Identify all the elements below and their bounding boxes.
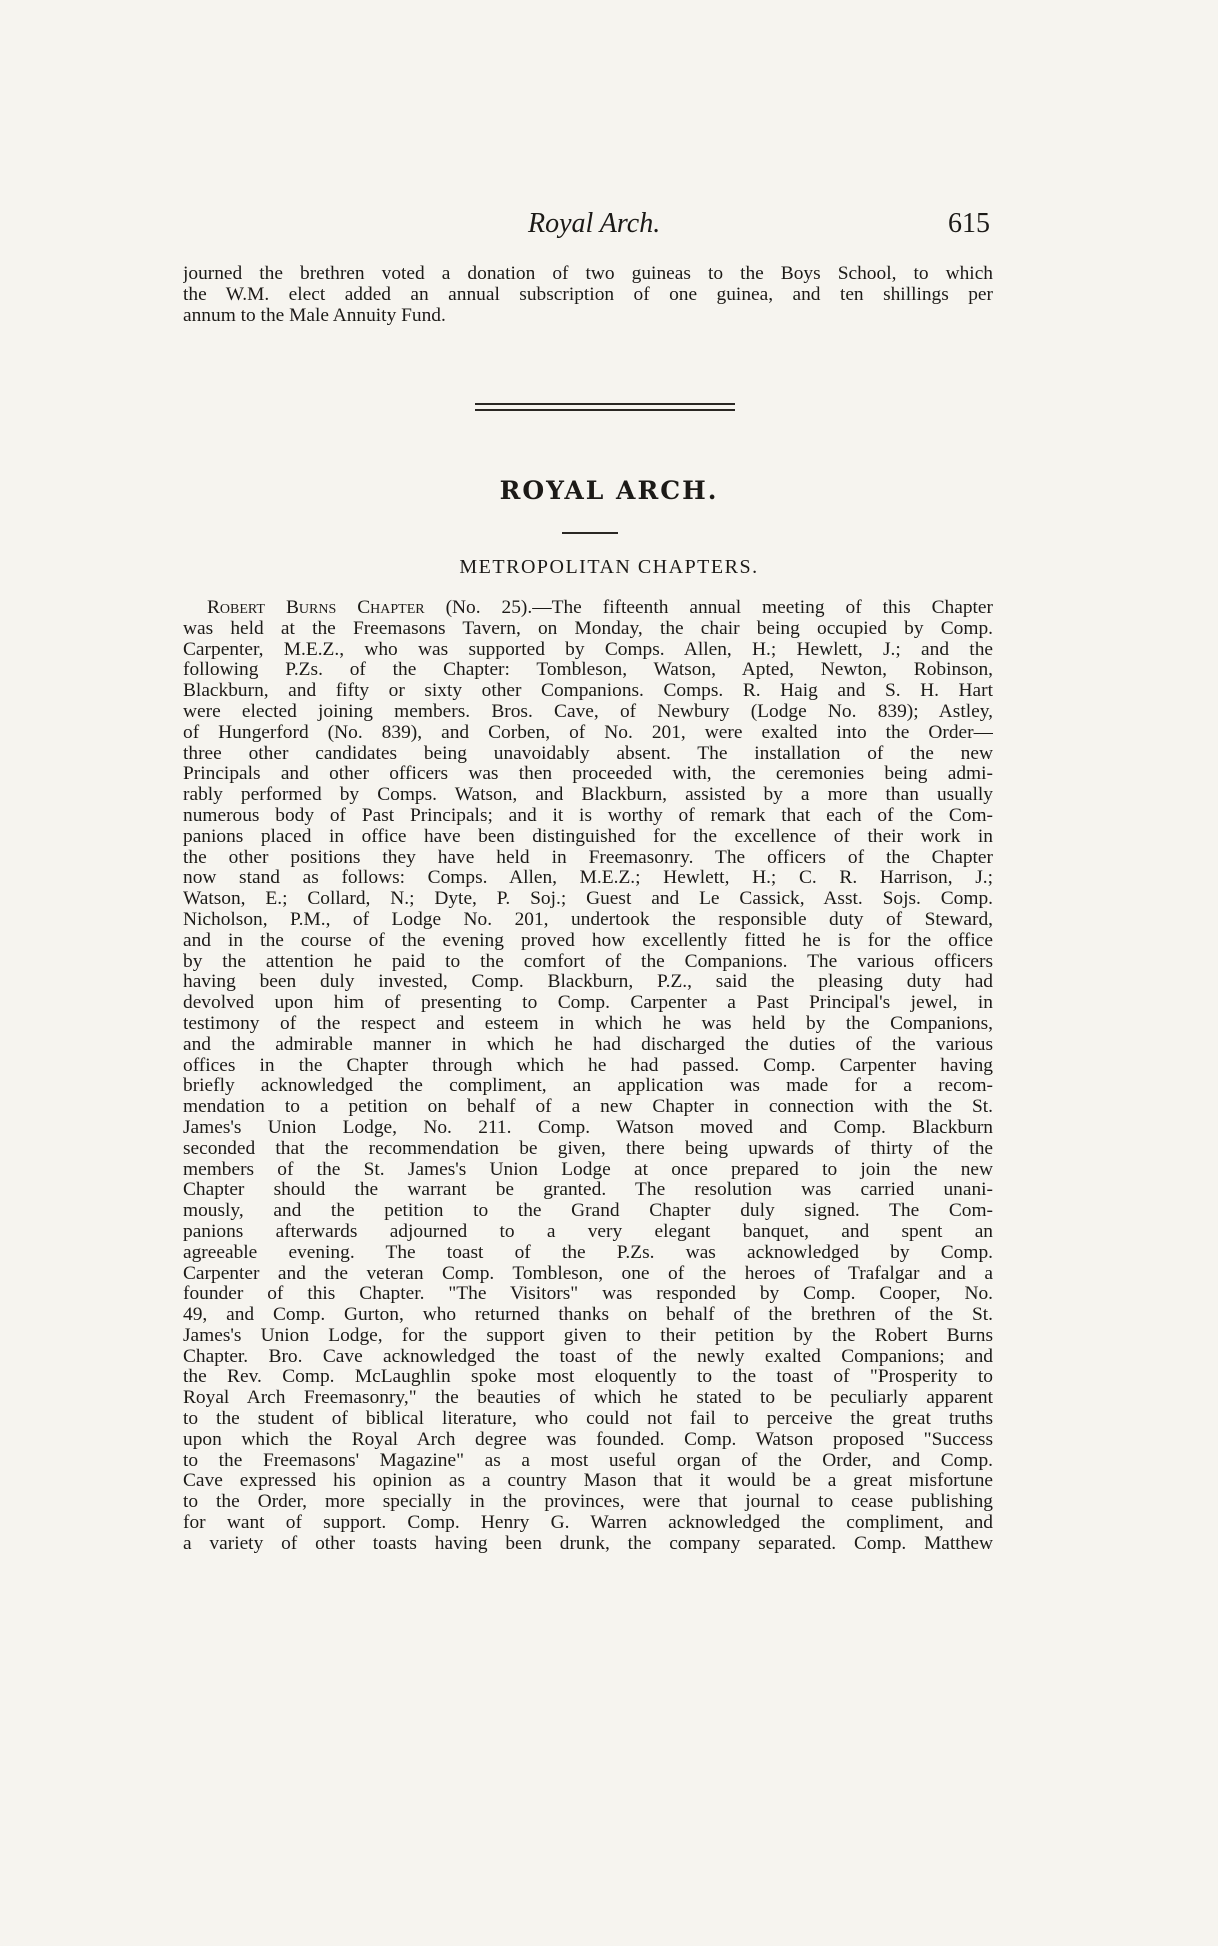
text-line: Blackburn, and fifty or sixty other Companions. Comps. R. Haig and S. H. Hart — [183, 681, 993, 702]
text-line: briefly acknowledged the compliment, an application was made for a recom- — [183, 1076, 993, 1097]
text-line: Chapter. Bro. Cave acknowledged the toast of the newly exalted Companions; and — [183, 1346, 993, 1367]
text-line: and in the course of the evening proved how excellently fitted he is for the office — [183, 930, 993, 951]
text-line: 49, and Comp. Gurton, who returned thanks on behalf of the brethren of the St. — [183, 1305, 993, 1326]
text-line: a variety of other toasts having been drunk, the company separated. Comp. Matthew — [183, 1533, 993, 1554]
text-line: three other candidates being unavoidably absent. The installation of the new — [183, 743, 993, 764]
page-number: 615 — [948, 208, 990, 239]
text-line: annum to the Male Annuity Fund. — [183, 305, 446, 326]
text-line: Carpenter and the veteran Comp. Tombleson, one of the heroes of Trafalgar and a — [183, 1263, 993, 1284]
text-line: by the attention he paid to the comfort of the Companions. The various officers — [183, 951, 993, 972]
section-subtitle: METROPOLITAN CHAPTERS. — [459, 556, 759, 578]
text-line: testimony of the respect and esteem in which he was held by the Companions, — [183, 1013, 993, 1034]
text-line: were elected joining members. Bros. Cave, of Newbury (Lodge No. 839); Astley, — [183, 701, 993, 722]
text-line: upon which the Royal Arch degree was founded. Comp. Watson proposed "Success — [183, 1429, 993, 1450]
text-line: agreeable evening. The toast of the P.Zs. was acknowledged by Comp. — [183, 1242, 993, 1263]
text-line: members of the St. James's Union Lodge at once prepared to join the new — [183, 1159, 993, 1180]
text-line: James's Union Lodge, No. 211. Comp. Watson moved and Comp. Blackburn — [183, 1117, 993, 1138]
text-line: was held at the Freemasons Tavern, on Monday, the chair being occupied by Comp. — [183, 618, 993, 639]
text-line: and the admirable manner in which he had discharged the duties of the various — [183, 1034, 993, 1055]
text-line: Carpenter, M.E.Z., who was supported by Comps. Allen, H.; Hewlett, J.; and the — [183, 639, 993, 660]
text-line: Cave expressed his opinion as a country Mason that it would be a great misfortune — [183, 1471, 993, 1492]
text-line: panions placed in office have been distinguished for the excellence of their work in — [183, 826, 993, 847]
text-line: Principals and other officers was then proceeded with, the ceremonies being admi- — [183, 764, 993, 785]
text-line: Watson, E.; Collard, N.; Dyte, P. Soj.; Guest and Le Cassick, Asst. Sojs. Comp. — [183, 889, 993, 910]
text-line: mously, and the petition to the Grand Chapter duly signed. The Com- — [183, 1201, 993, 1222]
article-paragraph — [183, 598, 993, 1555]
text-line: seconded that the recommendation be given, there being upwards of thirty of the — [183, 1138, 993, 1159]
text-line: founder of this Chapter. "The Visitors" was responded by Comp. Cooper, No. — [183, 1284, 993, 1305]
intro-paragraph — [183, 264, 993, 326]
double-rule-divider — [475, 403, 735, 415]
text-line: rably performed by Comps. Watson, and Blackburn, assisted by a more than usually — [183, 785, 993, 806]
text-line: offices in the Chapter through which he had passed. Comp. Carpenter having — [183, 1055, 993, 1076]
text-line: to the Freemasons' Magazine" as a most useful organ of the Order, and Comp. — [183, 1450, 993, 1471]
text-line: now stand as follows: Comps. Allen, M.E.Z.; Hewlett, H.; C. R. Harrison, J.; — [183, 868, 993, 889]
text-line: following P.Zs. of the Chapter: Tombleson, Watson, Apted, Newton, Robinson, — [183, 660, 993, 681]
text-line: Royal Arch Freemasonry," the beauties of which he stated to be peculiarly apparent — [183, 1388, 993, 1409]
text-line: the Rev. Comp. McLaughlin spoke most eloquently to the toast of "Prosperity to — [183, 1367, 993, 1388]
text-line: panions afterwards adjourned to a very elegant banquet, and spent an — [183, 1221, 993, 1242]
short-rule-divider — [562, 532, 618, 534]
text-line: having been duly invested, Comp. Blackburn, P.Z., said the pleasing duty had — [183, 972, 993, 993]
text-line: devolved upon him of presenting to Comp. Carpenter a Past Principal's jewel, in — [183, 993, 993, 1014]
article-first-line — [183, 598, 993, 619]
text-line: numerous body of Past Principals; and it is worthy of remark that each of the Com- — [183, 805, 993, 826]
text-line: for want of support. Comp. Henry G. Warren acknowledged the compliment, and — [183, 1513, 993, 1534]
text-line: the other positions they have held in Freemasonry. The officers of the Chapter — [183, 847, 993, 868]
section-title: ROYAL ARCH. — [499, 476, 719, 505]
text-line: to the student of biblical literature, who could not fail to perceive the great truths — [183, 1409, 993, 1430]
text-line: James's Union Lodge, for the support given to their petition by the Robert Burns — [183, 1325, 993, 1346]
text-line: Nicholson, P.M., of Lodge No. 201, undertook the responsible duty of Steward, — [183, 909, 993, 930]
article-lead: Robert Burns Chapter — [207, 598, 425, 618]
text-line: of Hungerford (No. 839), and Corben, of No. 201, were exalted into the Order— — [183, 722, 993, 743]
text-line: to the Order, more specially in the provinces, were that journal to cease publishing — [183, 1492, 993, 1513]
article-first-line-rest: (No. 25).—The fifteenth annual meeting of this Chapter — [424, 598, 993, 618]
text-line: Chapter should the warrant be granted. The resolution was carried unani- — [183, 1180, 993, 1201]
text-line: mendation to a petition on behalf of a new Chapter in connection with the St. — [183, 1097, 993, 1118]
text-line: the W.M. elect added an annual subscription of one guinea, and ten shillings per — [183, 284, 993, 305]
article-lines — [183, 619, 993, 1555]
running-title: Royal Arch. — [528, 208, 661, 239]
text-line: journed the brethren voted a donation of two guineas to the Boys School, to which — [183, 264, 993, 284]
